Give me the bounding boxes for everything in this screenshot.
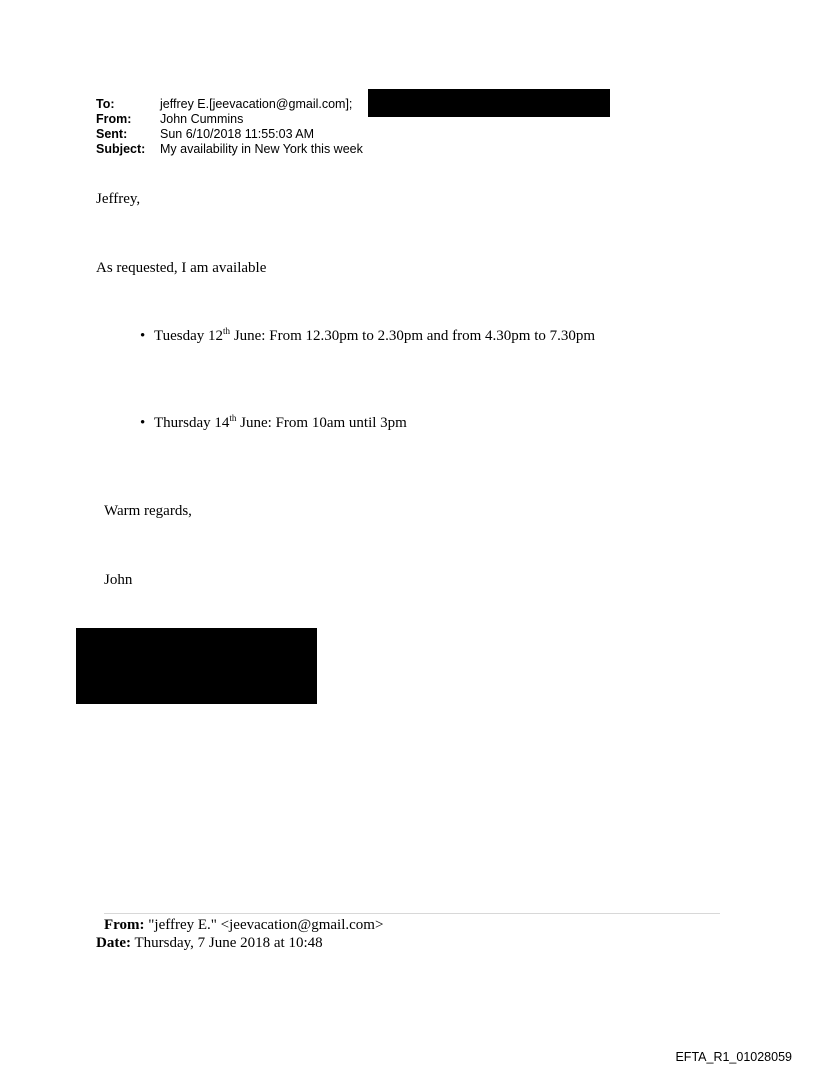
bullet-icon: • (140, 328, 146, 344)
from-label: From: (96, 112, 132, 126)
header-subject-row (96, 142, 363, 156)
quoted-from-value: "jeffrey E." <jeevacation@gmail.com> (144, 917, 384, 933)
redaction-block-signature (76, 628, 317, 704)
redaction-block-recipient (368, 89, 610, 117)
subject-value: My availability in New York this week (160, 142, 363, 156)
to-label: To: (96, 97, 115, 111)
intro-text: As requested, I am available (96, 260, 267, 276)
header-sent-row (96, 127, 314, 141)
quoted-from-row (104, 916, 383, 934)
list-item-text: June: From 12.30pm to 2.30pm and from 4.30pm to 7.30pm (230, 328, 596, 344)
sent-label: Sent: (96, 127, 128, 141)
quoted-date-value: Thursday, 7 June 2018 at 10:48 (130, 935, 323, 951)
quote-divider (104, 913, 720, 914)
list-item (140, 327, 595, 345)
document-id: EFTA_R1_01028059 (675, 1050, 792, 1064)
to-value: jeffrey E.[jeevacation@gmail.com]; (160, 97, 353, 111)
header-to-row (96, 97, 352, 111)
list-item-ordinal: th (223, 326, 231, 336)
closing: Warm regards, (104, 503, 192, 519)
header-from-row (96, 112, 243, 126)
sent-value: Sun 6/10/2018 11:55:03 AM (160, 127, 315, 141)
list-item-day: Thursday 14 (154, 415, 230, 431)
from-value: John Cummins (160, 112, 244, 126)
list-item (140, 414, 407, 432)
list-item-ordinal: th (229, 413, 237, 423)
list-item-text: June: From 10am until 3pm (236, 415, 407, 431)
bullet-icon: • (140, 415, 146, 431)
quoted-from-label: From: (104, 917, 145, 933)
signature: John (104, 572, 133, 588)
subject-label: Subject: (96, 142, 146, 156)
quoted-date-label: Date: (96, 935, 131, 951)
list-item-day: Tuesday 12 (154, 328, 224, 344)
quoted-date-row (96, 934, 323, 952)
greeting: Jeffrey, (96, 191, 141, 207)
